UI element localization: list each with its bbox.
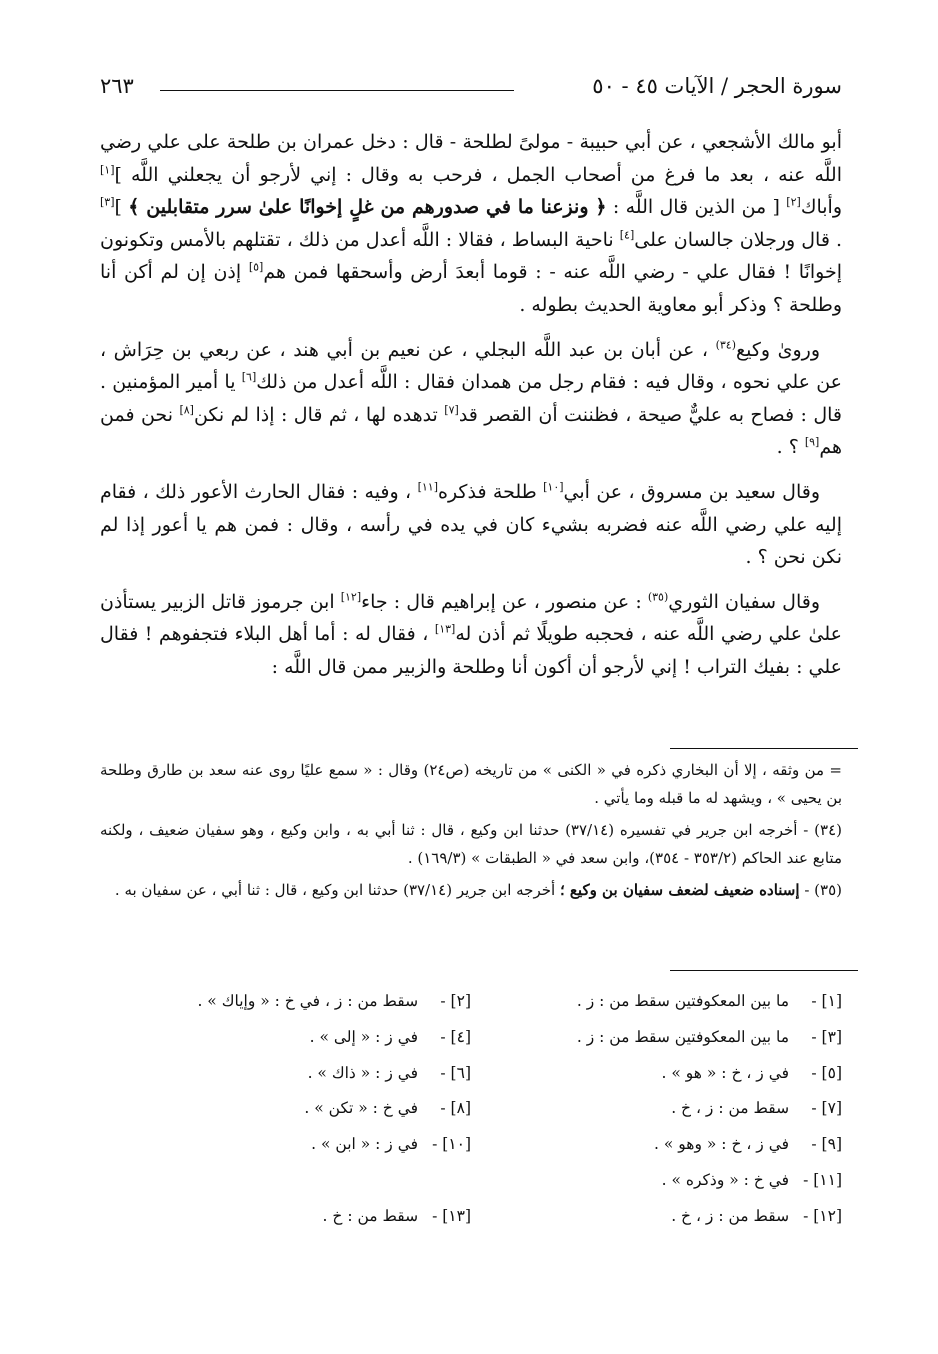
variant-note: [471, 1163, 842, 1199]
variant-marker: [٧]: [444, 403, 459, 417]
paragraph-4: [100, 586, 842, 684]
running-head: سورة الحجر / الآيات ٤٥ - ٥٠: [592, 74, 842, 98]
page-header: [100, 66, 842, 106]
text-run: ، وفيه : فقال الحارث الأعور ذلك ، فقام إليه علي رضي اللَّه عنه فضربه بشيء كان في يده في رأسه ، وقال : فمن هم يا أعور إذا لم نكن نحن ؟ .: [100, 480, 842, 569]
text-run: وقال سفيان الثوري: [668, 590, 820, 613]
page-number: ٢٦٣: [100, 74, 134, 98]
variant-marker: [٨]: [179, 403, 194, 417]
main-text: [100, 126, 842, 696]
text-run: ، فقال له : أما أهل البلاء فتجفوهم ! فقال علي : بفيك التراب ! إني لأرجو أن أكون أنا وطلحة والزبير ممن قال اللَّه :: [100, 623, 842, 678]
variant-text: ما بين المعكوفتين سقط من : ز .: [576, 992, 790, 1010]
variant-note: [100, 1163, 471, 1199]
variant-note: [100, 1127, 471, 1163]
paragraph-3: [100, 476, 842, 574]
variant-number: [١١] -: [803, 1170, 842, 1189]
footnote-marker: (٣٥): [647, 590, 669, 604]
text-run: وأباك: [800, 196, 843, 219]
variant-marker: [٦]: [241, 370, 257, 384]
variant-text: في ز : « ابن » .: [311, 1135, 419, 1154]
variant-marker: [١٠]: [543, 480, 564, 494]
variant-note: [100, 984, 471, 1020]
footnote-grading: إسناده ضعيف لضعف سفيان بن وكيع ؛: [559, 881, 800, 899]
variant-marker: [١٢]: [340, 590, 362, 604]
variant-marker: [٤]: [619, 228, 635, 242]
variant-number: [٤] -: [440, 1027, 471, 1046]
footnote-continuation: = من وثقه ، إلا أن البخاري ذكره في « الكنى » من تاريخه (ص٢٤) وقال : « سمع عليًا روى عنه سعد بن طارق وطلحة بن يحيى » ، ويشهد له ما قبله وما يأتي .: [100, 761, 842, 807]
variant-note: [100, 1199, 471, 1235]
header-rule: [160, 90, 514, 91]
text-run: وقال سعيد بن مسروق ، عن أبي: [563, 480, 821, 503]
variant-marker: [١]: [100, 163, 115, 177]
variant-number: [٨] -: [440, 1099, 471, 1118]
variant-text: في ز ، خ : « وهو » .: [654, 1135, 790, 1154]
variant-note: [471, 984, 842, 1020]
footnote-marker: (٣٤): [715, 338, 736, 352]
footnote-number: (٣٥) -: [799, 881, 842, 899]
variant-text: سقط من : ز ، خ .: [671, 1206, 790, 1225]
footnote-34: (٣٤) - أخرجه ابن جرير في تفسيره (٣٧/١٤) حدثنا ابن وكيع ، قال : ثنا أبي به ، وابن وكيع ، وهو سفيان ضعيف ، ولكنه متابع عند الحاكم (٣٥٣/٢ - ٣٥٤)، وابن سعد في « الطبقات » (١٦٩/٣) .: [100, 821, 843, 867]
variant-text: سقط من : ز ، خ .: [671, 1099, 790, 1118]
variant-note: [471, 1020, 842, 1056]
variant-marker: [٥]: [248, 261, 264, 275]
text-run: تدهده لها ، ثم قال : إذا لم نكن: [193, 403, 445, 426]
variant-marker: [٣]: [100, 195, 115, 209]
variant-text: في ز ، خ : « هو » .: [661, 1063, 790, 1082]
variant-marker: [١٣]: [434, 622, 456, 636]
variant-number: [٩] -: [811, 1135, 842, 1154]
variant-note: [471, 1091, 842, 1127]
variant-number: [٧] -: [811, 1099, 842, 1118]
text-run: ناحية البساط ، فقالا : اللَّه أعدل من ذلك ، تقتلهم بالأمس وتكونون إخوانًا ! فقال علي - رضي اللَّه عنه - : قوما أبعدَ أرض وأسحقها فمن هم: [100, 228, 842, 284]
variant-number: [١] -: [811, 992, 842, 1010]
text-run: . قال ورجلان جالسان على: [634, 228, 842, 251]
variant-text: سقط من : ز ، في خ : « وإياك » .: [197, 992, 419, 1010]
variant-text: في خ : « وذكره » .: [661, 1170, 790, 1189]
footnote-35: [100, 876, 842, 904]
text-run: أبو مالك الأشجعي ، عن أبي حبيبة - مولىً لطلحة - قال : دخل عمران بن طلحة على علي رضي اللَّه عنه ، بعد ما فرغ من أصحاب الجمل ، فرحب به وقال : إني لأرجو أن يجعلني اللَّه ]: [100, 131, 842, 186]
variant-number: [١٣] -: [432, 1206, 471, 1225]
variant-text: في ز : « ذاك » .: [307, 1063, 419, 1082]
variant-note: [100, 1020, 471, 1056]
variant-number: [١٢] -: [803, 1206, 842, 1225]
variant-number: [٢] -: [440, 992, 471, 1010]
text-run: ؟ .: [776, 436, 805, 459]
variants-separator: [670, 970, 858, 971]
variant-marker: [٢]: [786, 195, 801, 209]
text-run: طلحة فذكره: [437, 480, 544, 503]
variant-readings: [100, 984, 842, 1235]
variant-number: [٥] -: [811, 1063, 842, 1082]
variant-marker: [٩]: [804, 436, 820, 450]
text-run: إذن إن لم أكن أنا وطلحة ؟ وذكر أبو معاوية الحديث بطوله .: [100, 261, 842, 316]
text-run: [ من الذين قال اللَّه :: [606, 196, 787, 219]
paragraph-2: [100, 334, 842, 464]
variant-text: في ز : « إلى » .: [309, 1027, 419, 1046]
variant-marker: [١١]: [417, 480, 438, 494]
variant-note: [471, 1056, 842, 1092]
quran-verse: ﴿ ونزعنا ما في صدورهم من غلٍ إخوانًا علىٰ سرر متقابلين ﴾: [128, 196, 607, 219]
variant-note: [100, 1056, 471, 1092]
text-run: يا أمير المؤمنين . قال : فصاح به عليٌّ صيحة ، فظننت أن القصر قد: [100, 371, 842, 426]
text-run: ]: [114, 196, 129, 219]
text-run: ، عن أبان بن عبد اللَّه البجلي ، عن نعيم بن أبي هند ، عن ربعي بن حِرَاش ، عن علي نحوه ، وقال فيه : فقام رجل من همدان فقال : اللَّه أعدل من ذلك: [100, 338, 842, 394]
text-run: وروىٰ وكيع: [736, 338, 820, 361]
footnote-separator: [670, 748, 858, 749]
text-run: نحن فمن هم: [100, 403, 842, 459]
variant-number: [٣] -: [811, 1027, 842, 1046]
variant-note: [471, 1199, 842, 1235]
text-run: : عن منصور ، عن إبراهيم قال : جاء: [361, 590, 648, 613]
paragraph-1: [100, 126, 842, 322]
variant-text: ما بين المعكوفتين سقط من : ز .: [576, 1027, 790, 1046]
variant-number: [١٠] -: [432, 1135, 471, 1154]
variant-number: [٦] -: [440, 1063, 471, 1082]
text-run: ابن جرموز قاتل الزبير يستأذن علىٰ علي رضي اللَّه عنه ، فحجبه طويلًا ثم أذن له: [100, 590, 842, 646]
variant-note: [471, 1127, 842, 1163]
variant-text: سقط من : خ .: [322, 1206, 419, 1225]
variant-note: [100, 1091, 471, 1127]
variant-text: في خ : « تكن » .: [304, 1099, 419, 1118]
footnotes: [100, 756, 842, 908]
footnote-text: أخرجه ابن جرير (٣٧/١٤) حدثنا ابن وكيع ، قال : ثنا أبي ، عن سفيان به .: [114, 881, 560, 899]
